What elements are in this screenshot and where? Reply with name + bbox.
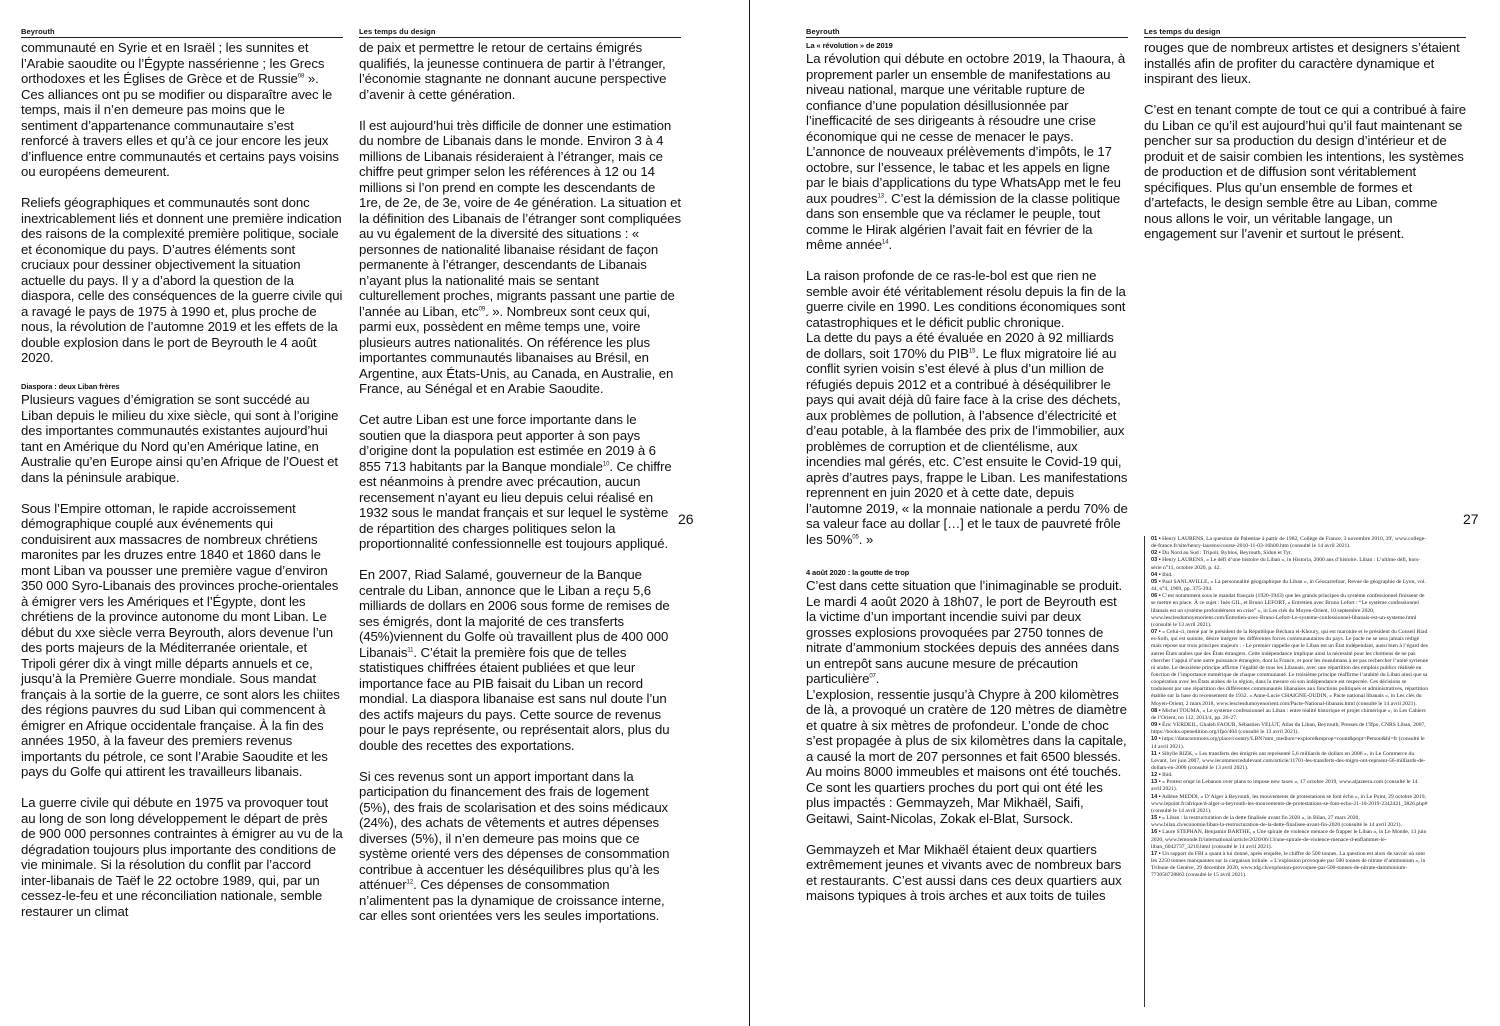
footnote: 06 • C’est notamment sous le mandat français (1920-1943) que les grands principes du système confessionnel finissent de se mettre en place. À ce sujet : Inès GIL, et Bruno LEFORT, « Entretien avec Bruno Lefort : “Le système confessionnel libanais est un système profondément en crise” », in Les clés du Moyen-Orient, 10 septembre 2020, www.lesclesdumoyenorient.com/Entretien-avec-Bruno-Lefort-Le-systeme-confessionnel-libanais-est-un-systeme.html (consulté le 13 avril 2021). <box>1151 593 1425 628</box>
paragraph: La dette du pays a été évaluée en 2020 à 92 milliards de dollars, soit 170% du PIB$^{15}$. Le flux migratoire lié au conflit syrien voisin s’est élevé à plus d’un million de réfugiés depuis 2012 et a contribué à déséquilibrer le pays qui avait déjà dû faire face à la crise des déchets, aux problèmes de pollution, à l’absence d’électricité et d’eau potable, à la flambée des prix de l’immobilier, aux problèmes de corruption et de clientélisme, aux incendies mal gérés, etc. C’est ensuite le Covid-19 qui, après d’autres pays, frappe le Liban. Les manifestations reprennent en juin 2020 et à cette date, depuis l’automne 2019, « la monnaie nationale a perdu 70% de sa valeur face au dollar […] et le taux de pauvreté frôle les 50%$^{05}$. » <box>806 330 1128 547</box>
footnote-ref[interactable]: 10 <box>602 461 610 468</box>
footnote-ref[interactable]: 08 <box>297 73 305 80</box>
section-subhead: Diaspora : deux Liban frères <box>21 382 120 391</box>
paragraph: Sous l’Empire ottoman, le rapide accroissement démographique couplé aux événements qui conduisirent aux massacres de nombreux chrétiens maronites par les druzes entre 1840 et 1860 dans le mont Liban va pousser une première vague d’environ 350 000 Syro-Libanais des provinces proche-orientales à émigrer vers les Amériques et l’Égypte, dont les chrétiens de la province autonome du mont Liban. Le début du xxe siècle verra Beyrouth, alors devenue l’un des ports majeurs de la Méditerranée orientale, et Tripoli gérer dix à vingt mille départs annuels et ce, jusqu’à la Première Guerre mondiale. Sous mandat français à la sortie de la guerre, ce sont alors les chiites des régions pauvres du sud Liban qui commencent à émigrer en Afrique occidentale française. À la fin des années 1950, à la faveur des premiers revenus importants du pétrole, ce sont l’Arabie Saoudite et les pays du Golfe qui attirent les travailleurs libanais. <box>21 500 340 779</box>
footnote: 05 • Paul SANLAVILLE, « La personnalité géographique du Liban », in Géocarrefour, Revue de géographie de Lyon, vol. 44, n°4, 1969, pp. 375-394. <box>1151 578 1426 593</box>
footnote: 11 • Sibylle RIZK, « Les transferts des émigrés ont représenté 5,6 milliards de dollars en 2006 », in Le Commerce du Levant, 1er juin 2007, www.lecommercedulevant.com/article/11701-les-transferts-des-migrs-ont-reprsent-56-milliards-de-dollars-en-2006 (consulté le 13 avril 2021). <box>1151 750 1426 771</box>
paragraph: La raison profonde de ce ras-le-bol est que rien ne semble avoir été véritablement résolu depuis la fin de la guerre civile en 1990. Les conditions économiques sont catastrophiques et le déficit public chronique. <box>806 268 1126 330</box>
footnote-ref[interactable]: 05 <box>852 534 859 541</box>
footnotes <box>1151 536 1429 880</box>
left-column-1 <box>21 40 343 935</box>
footnote: 13 • « Protest erupt in Lebanon over plans to impose new taxes », 17 octobre 2019, www.aljazeera.com (consulté le 14 avril 2021). <box>1151 779 1418 793</box>
paragraph: La guerre civile qui débute en 1975 va provoquer tout au long de son long développement le départ de près de 900 000 personnes contraintes à émigrer au vu de la dégradation toujours plus importante des conditions de vie minimale. Si la résolution du conflit par l’accord inter-libanais de Taëf le 22 octobre 1989, qui, par un cessez-le-feu et une réconciliation nationale, semble restaurer un climat <box>21 795 343 919</box>
paragraph: En 2007, Riad Salamé, gouverneur de la Banque centrale du Liban, annonce que le Liban a reçu 5,6 milliards de dollars en 2006 sous forme de remises de ses émigrés, dont la majorité de ces transferts (45%)viennent du Golfe où travaillent plus de 400 000 Libanais$^{11}$. C’était la première fois que de telles statistiques chiffrées étaient publiées et que leur importance face au PIB faisait du Liban un record mondial. La diaspora libanaise est sans nul doute l’un des actifs majeurs du pays. Cette source de revenus pour le pays représente, ou représentait alors, plus du double des recettes des exportations. <box>359 567 670 753</box>
paragraph: Gemmayzeh et Mar Mikhaël étaient deux quartiers extrêmement jeunes et vivants avec de nombreux bars et restaurants. C’est aussi dans ces deux quartiers aux maisons typiques à trois arches et aux toits de tuiles <box>806 841 1122 903</box>
footnote: 15 • « Liban : la restructuration de la dette finalisée avant fin 2020 », in Bilan, 27 mars 2020, www.bilan.ch/economie/liban-la-restructuration-de-la-dette-finalisee-avant-fin-2020 (consulté le 14 avril 2021). <box>1151 815 1402 829</box>
paragraph: Il est aujourd’hui très difficile de donner une estimation du nombre de Libanais dans le monde. Environ 3 à 4 millions de Libanais résideraient à l’étranger, mais ce chiffre peut grimper selon les références à 12 ou 14 millions si l’on prend en compte les descendants de 1re, de 2e, de 3e, voire de 4e génération. La situation et la définition des Libanais de l’étranger sont compliquées au vu également de la diversité des situations : « personnes de nationalité libanaise résidant de façon permanente à l’étranger, descendants de Libanais n’ayant plus la nationalité mais se sentant culturellement proches, migrants passant une partie de l’année au Liban, etc$^{09}$. ». Nombreux sont ceux qui, parmi eux, possèdent en même temps une, voire plusieurs autres nationalités. On référence les plus importantes communautés libanaises au Brésil, en Argentine, aux États-Unis, au Canada, en Australie, en France, au Sénégal et en Arabie Saoudite. <box>359 117 681 396</box>
footnote: 17 • Un rapport du FBI a quant à lui donné, après enquête, le chiffre de 500 tonnes. La question est alors de savoir où sont les 2250 tonnes manquantes sur la cargaison initiale. « L’explosion provoquée par 500 tonnes de nitrate d’ammonium », in Tribune de Genève, 29 décembre 2020, www.tdg.ch/explosion-provoquee-par-500-tonnes-de-nitrate-dammonium-773058728863 (consulté le 15 avril 2021). <box>1151 850 1426 879</box>
paragraph: Si ces revenus sont un apport important dans la participation du financement des frais de logement (5%), des frais de scolarisation et des soins médicaux (24%), des achats de vêtements et autres dépenses diverses (5%), il n’en demeure pas moins que ce système orienté vers des dépenses de consommation contribue à accentuer les déséquilibres plus qu’à les atténuer$^{12}$. Ces dépenses de consommation n’alimentent pas la dynamique de croissance interne, car elles sont orientées vers les seules importations. <box>359 768 670 923</box>
header-rule <box>359 37 681 38</box>
footnote: 08 • Michel TOUMA, « Le système confessionnel au Liban : entre réalité historique et projet chimérique », in Les Cahiers de l’Orient, no 112, 2013/4, pp. 26-27. <box>1151 707 1426 721</box>
footnote: 12 • Ibid. <box>1151 772 1173 779</box>
right-column-1 <box>806 40 1128 919</box>
section-subhead: 4 août 2020 : la goutte de trop <box>806 568 910 577</box>
running-header-right: Les temps du design <box>1144 27 1221 36</box>
footnote-ref[interactable]: 09 <box>478 306 486 313</box>
paragraph: Cet autre Liban est une force importante dans le soutien que la diaspora peut apporter à son pays d’origine dont la population est estimée en 2019 à 6 855 713 habitants par la Banque mondiale$^{10}$. Ce chiffre est néanmoins à prendre avec précaution, aucun recensement n’ayant eu lieu depuis celui réalisé en 1932 sous le mandat français et sur lequel le système de répartition des charges politiques selon la proportionnalité confessionnelle est toujours appliqué. <box>359 412 672 551</box>
paragraph: L’explosion, ressentie jusqu’à Chypre à 200 kilomètres de là, a provoqué un cratère de 120 mètres de diamètre et quatre à six mètres de profondeur. L’onde de choc s’est propagée à plus de six kilomètres dans la capitale, a causé la mort de 207 personnes et fait 6500 blessés. Au moins 8000 immeubles et maisons ont été touchés. Ce sont les quartiers proches du port qui ont été les plus impactés : Gemmayzeh, Mar Mikhaël, Saifi, Geitawi, Saint-Nicolas, Zokak el-Blat, Sursock. <box>806 686 1127 826</box>
footnote: 07 • « Celui-ci, mené par le président de la République Béchara el-Khoury, qui est maronite et le président du Conseil Riad es-Solh, qui est sunnite, désire intégrer les différentes forces communautaires du pays. Le pacte ne se sera jamais rédigé mais repose sur trois principes majeurs : - Le premier rappelle que le Liban est un État indépendant, aussi bien à l’égard des autres États arabes que des États étrangers. Cette indépendance implique ainsi la nécessité pour les chrétiens de ne pas chercher l’appui d’une autre puissance étrangère, dont la France, et pour les musulmans à ne pas rechercher l’unité syrienne ni arabe. Le deuxième principe affirme l’égalité de tous les Libanais, avec une répartition des emplois publics réalisée en fonction de l’importance numérique de chaque communauté. Le troisième principe réaffirme l’arabité du Liban ainsi que sa coopération avec les États arabes de la région, dans la mesure où son indépendance est respectée. Ces décisions se traduisent par une répartition des différentes communautés libanaises aux fonctions politiques et administratives, répartition établie sur la base du recensement de 1932. » Anne-Lucie CHAIGNE-OUDIN, « Pacte national libanais », in Les clés du Moyen-Orient, 2 mars 2018, www.lesclesdumoyenorient.com/Pacte-National-libanais.html (consulté le 14 avril 2021). <box>1151 629 1429 707</box>
spread-gutter <box>749 0 750 1026</box>
page-number-right: 27 <box>1463 511 1479 527</box>
footnote-ref[interactable]: 14 <box>881 239 889 246</box>
paragraph: communauté en Syrie et en Israël ; les sunnites et l’Arabie saoudite ou l’Égypte nassérienne ; les Grecs orthodoxes et les Églises de Grèce et de Russie$^{08}$ ». Ces alliances ont pu se modifier ou disparaître avec le temps, mais il n’en demeure pas moins que le sentiment d’appartenance communautaire s’est renforcé à travers elles et qu’à ce jour encore les jeux d’influence entre communautés et certains pays voisins ou européens demeurent. <box>21 40 339 179</box>
left-column-2 <box>359 40 681 939</box>
section-subhead: La « révolution » de 2019 <box>806 41 893 50</box>
footnote-ref[interactable]: 12 <box>406 879 414 886</box>
header-rule <box>806 37 1128 38</box>
page-number-left: 26 <box>678 511 694 527</box>
footnote-ref[interactable]: 11 <box>407 647 414 654</box>
footnote-ref[interactable]: 15 <box>968 348 976 355</box>
paragraph: C’est en tenant compte de tout ce qui a contribué à faire du Liban ce qu’il est aujourd’hui qu’il faut maintenant se pencher sur sa production du design d’intérieur et de produit et de saisir combien les intentions, les systèmes de production et de diffusion sont véritablement spécifiques. Plus qu’un ensemble de formes et d’artefacts, le design semble être au Liban, comme nous allons le voir, un véritable langage, un engagement sur l’avenir et surtout le présent. <box>1144 102 1466 241</box>
footnote: 03 • Henry LAURENS, « Le défi d’une histoire du Liban », in Historia, 2000 ans d’histoire. Liban : L’ultime défi, hors-série n°11, octobre 2020, p. 42. <box>1151 557 1421 571</box>
footnote: 16 • Laure STEPHAN, Benjamin BARTHE, « Une spirale de violence menace de frapper le Liban », in Le Monde, 13 juin 2020, www.lemonde.fr/international/article/2020/06/13/une-spirale-de-violence-menace-d-enflammer-le-liban_6042737_3210.html (consulté le 14 avril 2021). <box>1151 829 1427 850</box>
header-rule <box>1144 37 1466 38</box>
header-rule <box>21 37 343 38</box>
footnote: 10 • https://datacommons.org/place/country/LBN?utm_medium=explore&mprop=count&popt=Person&hl=fr (consulté le 14 avril 2021). <box>1151 736 1425 750</box>
paragraph: Reliefs géographiques et communautés sont donc inextricablement liés et donnent une première indication des raisons de la complexité première politique, sociale et économique du pays. D’autres éléments sont cruciaux pour dessiner objectivement la situation actuelle du pays. Il y a d’abord la question de la diaspora, celle des conséquences de la guerre civile qui a ravagé le pays de 1975 à 1990 et, plus proche de nous, la révolution de l’automne 2019 et les effets de la double explosion dans le port de Beyrouth le 4 août 2020. <box>21 195 343 365</box>
footnote: 09 • Éric VERDEIL, Ghaleb FAOUR, Sébastien VELUT, Atlas du Liban, Beyrouth, Presses de l’Ifpo, CNRS Liban, 2007, https://books.openedition.org/ifpo/404 (consulté le 13 avril 2021). <box>1151 722 1426 736</box>
running-header-right: Les temps du design <box>359 27 436 36</box>
running-header-left: Beyrouth <box>806 27 840 36</box>
paragraph: rouges que de nombreux artistes et designers s’étaient installés afin de profiter du caractère dynamique et inspirant des lieux. <box>1144 40 1460 86</box>
footnotes-rule <box>1144 536 1145 1007</box>
footnote-ref[interactable]: 13 <box>877 193 884 200</box>
paragraph: Plusieurs vagues d’émigration se sont succédé au Liban depuis le milieu du xixe siècle, qui sont à l’origine des importantes communautés existantes aujourd’hui tant en Amérique du Nord qu’en Amérique latine, en Australie qu’en Europe ainsi qu’en Afrique de l’Ouest et dans la péninsule arabique. <box>21 392 339 485</box>
footnote: 14 • Adlène MEDDI, « D’Alger à Beyrouth, les mouvements de protestations se font écho », in Le Point, 29 octobre 2019, www.lepoint.fr/afrique/d-alger-a-beyrouth-les-mouvements-de-protestations-se-font-echo-21-10-2019-2342421_3826.php# (consulté le 14 avril 2021). <box>1151 793 1428 814</box>
footnote: 04 • Ibid. <box>1151 571 1173 578</box>
paragraph: de paix et permettre le retour de certains émigrés qualifiés, la jeunesse continuera de partir à l’étranger, l’économie stagnante ne donnant aucune perspective d’avenir à cette génération. <box>359 40 667 102</box>
footnote-ref[interactable]: 07 <box>869 673 876 680</box>
paragraph: C’est dans cette situation que l’inimaginable se produit. Le mardi 4 août 2020 à 18h07, le port de Beyrouth est la victime d’un important incendie suivi par deux grosses explosions provoquées par 2750 tonnes de nitrate d’ammonium stockées depuis des années dans un entrepôt sans aucune mesure de précaution particulière$^{07}$. <box>806 578 1123 686</box>
footnote: 02 • Du Nord au Sud : Tripoli, Byblos, Beyrouth, Sidon et Tyr. <box>1151 550 1292 557</box>
paragraph: La révolution qui débute en octobre 2019, la Thaoura, à proprement parler un ensemble de manifestations au niveau national, marque une véritable rupture de confiance d’une population désillusionnée par l’inefficacité de ses dirigeants à résoudre une crise économique qui ne cesse de menacer le pays. L’annonce de nouveaux prélèvements d’impôts, le 17 octobre, sur l’essence, le tabac et les appels en ligne par le biais d’applications du type WhatsApp met le feu aux poudres$^{13}$. C’est la démission de la classe politique dans son ensemble que va réclamer le peuple, tout comme le Hirak algérien l’avait fait en février de la même année$^{14}$. <box>806 51 1126 252</box>
running-header-left: Beyrouth <box>21 27 55 36</box>
right-column-2 <box>1144 40 1466 257</box>
footnote: 01 • Henry LAURENS, La question de Palestine à partir de 1982, Collège de France, 3 novembre 2010, 39', www.college-de-france.fr/site/henry-laurens/course-2010-11-03-16h00.htm (consulté le 14 avril 2021). <box>1151 536 1427 550</box>
